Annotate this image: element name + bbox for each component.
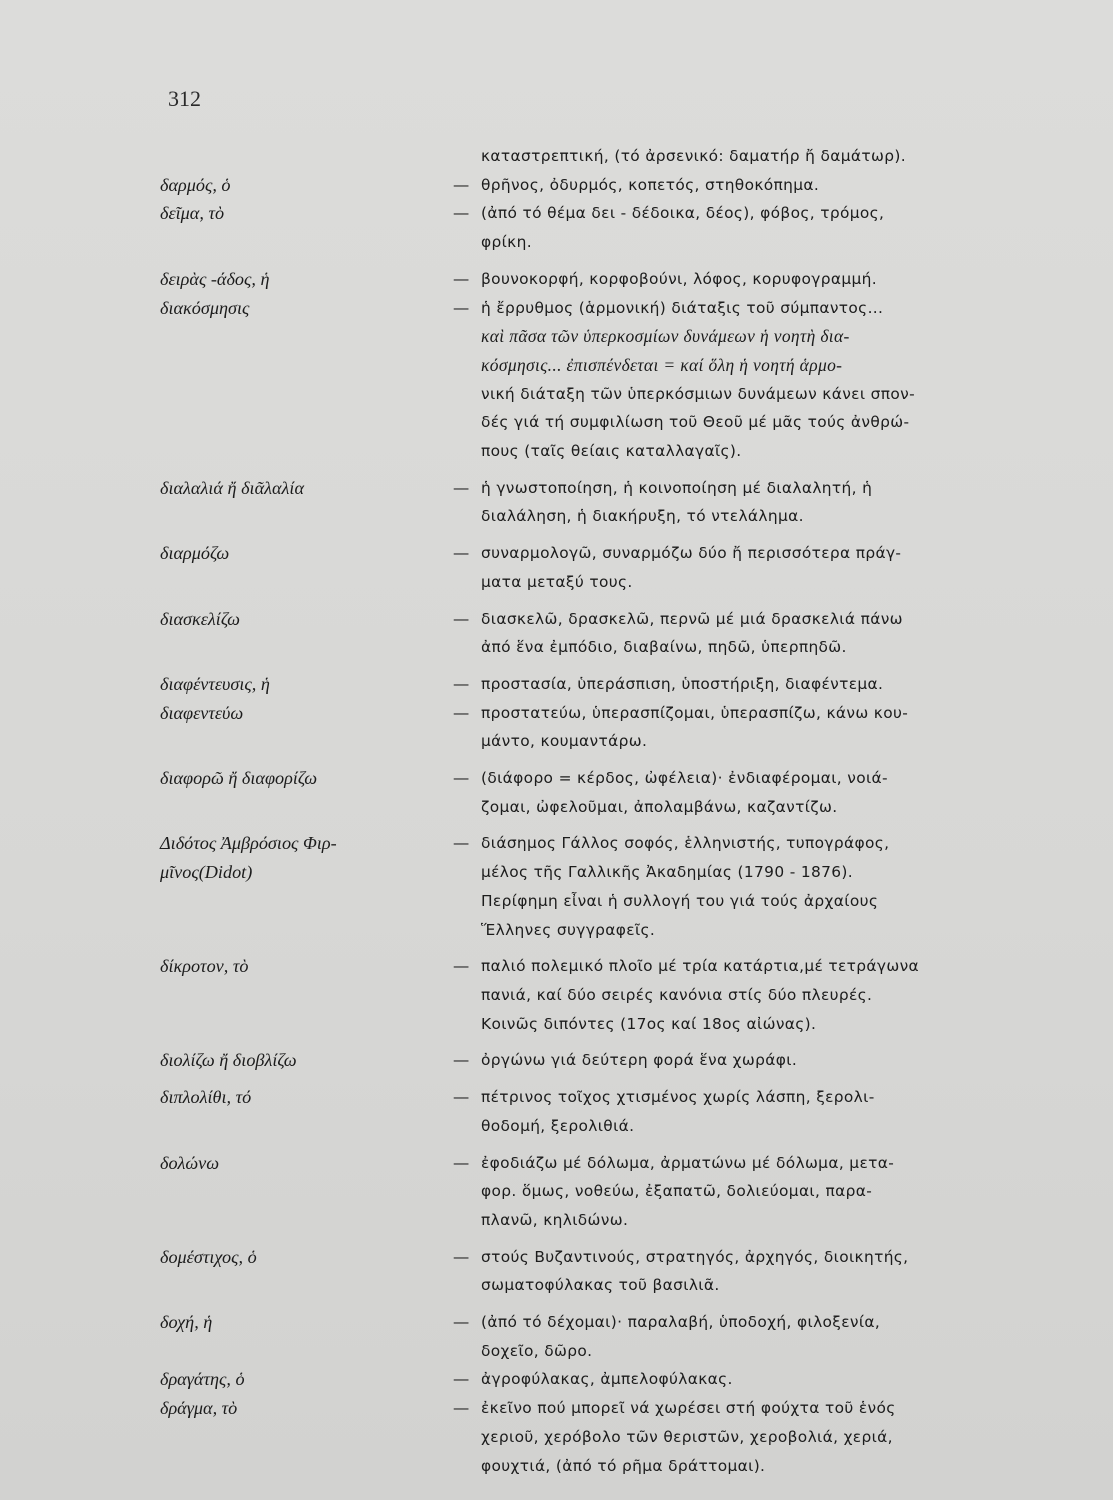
entry-headword: δολώνω: [160, 1152, 220, 1173]
definition-line: χεριοῦ, χερόβολο τῶν θεριστῶν, χεροβολιά, χεριά,: [481, 1427, 893, 1446]
glossary-entry: [160, 474, 1030, 531]
glossary-entry: [160, 294, 1030, 466]
entry-dash: —: [453, 1087, 470, 1107]
definition-line: προστατεύω, ὑπερασπίζομαι, ὑπερασπίζω, κάνω κου-: [481, 703, 909, 722]
definition-line: θοδομή, ξερολιθιά.: [481, 1116, 635, 1135]
definition-line: ζομαι, ὠφελοῦμαι, ἀπολαμβάνω, καζαντίζω.: [481, 797, 838, 816]
glossary-entry: [160, 829, 1030, 944]
entry-headword: δειρὰς -άδος, ἡ: [160, 268, 270, 289]
entry-dash: —: [453, 608, 470, 628]
entry-dash: —: [453, 1312, 470, 1332]
glossary-entry: [160, 699, 1030, 756]
definition-line: ὀργώνω γιά δεύτερη φορά ἕνα χωράφι.: [481, 1051, 798, 1070]
definition-line: ἐφοδιάζω μέ δόλωμα, ἀρματώνω μέ δόλωμα, μετα-: [481, 1153, 895, 1172]
definition-line: πανιά, καί δύο σειρές κανόνια στίς δύο πλευρές.: [481, 985, 873, 1004]
glossary-entry: [160, 171, 1030, 200]
glossary-entry: [160, 199, 1030, 256]
glossary-entry: [160, 1046, 1030, 1075]
definition-line: πέτρινος τοῖχος χτισμένος χωρίς λάσπη, ξερολι-: [481, 1088, 875, 1107]
entry-definition: [481, 539, 1030, 596]
entry-dash: —: [453, 702, 470, 722]
definition-line: διασκελῶ, δρασκελῶ, περνῶ μέ μιά δρασκελιά πάνω: [481, 609, 903, 628]
entry-dash: —: [453, 203, 470, 223]
entry-headword: Διδότος Ἀμβρόσιος Φιρ- μῖνος(Didot): [160, 833, 337, 883]
definition-line: νική διάταξη τῶν ὑπερκόσμιων δυνάμεων κάνει σπον-: [481, 384, 915, 403]
definition-line: πλανῶ, κηλιδώνω.: [481, 1210, 629, 1229]
entry-definition: [481, 1243, 1030, 1300]
page-number: 312: [168, 86, 201, 111]
entry-definition: [481, 171, 1030, 200]
entry-dash: —: [453, 768, 470, 788]
definition-line: θρῆνος, ὀδυρμός, κοπετός, στηθοκόπημα.: [481, 175, 820, 194]
entry-definition: [481, 1308, 1030, 1365]
entry-headword: διολίζω ἤ διοβλίζω: [160, 1050, 297, 1071]
entry-headword: διαφεντεύω: [160, 702, 244, 723]
definition-line: (διάφορο = κέρδος, ὠφέλεια)· ἐνδιαφέρομαι, νοιά-: [481, 769, 888, 788]
definition-line: μάντο, κουμαντάρω.: [481, 732, 648, 751]
entry-dash: —: [453, 1369, 470, 1389]
entry-headword: διαλαλιά ἤ διᾶλαλία: [160, 477, 305, 498]
entry-definition: [481, 294, 1030, 466]
entry-headword: διακόσμησις: [160, 297, 250, 318]
definition-line: ἀπό ἕνα ἐμπόδιο, διαβαίνω, πηδῶ, ὑπερπηδῶ.: [481, 638, 847, 657]
definition-line: διαλάληση, ἡ διακήρυξη, τό ντελάλημα.: [481, 507, 804, 526]
entry-headword: διπλολίθι, τό: [160, 1087, 252, 1108]
definition-line: διάσημος Γάλλος σοφός, ἑλληνιστής, τυπογράφος,: [481, 834, 890, 853]
entry-definition: [481, 605, 1030, 662]
entry-dash: —: [453, 1050, 470, 1070]
definition-line: παλιό πολεμικό πλοῖο μέ τρία κατάρτια,μέ τετράγωνα: [481, 957, 920, 976]
entry-definition: [481, 1149, 1030, 1235]
glossary-entry: [160, 1149, 1030, 1235]
glossary-entry: [160, 1365, 1030, 1394]
glossary-entry: [160, 670, 1030, 699]
definition-line: Περίφημη εἶναι ἡ συλλογή του γιά τούς ἀρχαίους: [481, 891, 879, 910]
entry-definition: [481, 764, 1030, 821]
definition-line: δές γιά τή συμφιλίωση τοῦ Θεοῦ μέ μᾶς τούς ἀνθρώ-: [481, 413, 910, 432]
entry-dash: —: [453, 1246, 470, 1266]
glossary-entry: [160, 265, 1030, 294]
definition-line: φρίκη.: [481, 233, 532, 252]
entry-dash: —: [453, 1152, 470, 1172]
definition-line: Κοινῶς διπόντες (17ος καί 18ος αἰώνας).: [481, 1014, 817, 1033]
definition-line: κόσμησις... ἐπισπένδεται = καί ὅλη ἡ νοητή ἁρμο-: [481, 354, 843, 375]
definition-line: ἡ ἔρρυθμος (ἁρμονική) διάταξις τοῦ σύμπαντος...: [481, 298, 884, 317]
entry-dash: —: [453, 174, 470, 194]
entry-definition: [481, 474, 1030, 531]
definition-line: συναρμολογῶ, συναρμόζω δύο ἤ περισσότερα πράγ-: [481, 544, 902, 563]
definition-line: (ἀπό τό δέχομαι)· παραλαβή, ὑποδοχή, φιλοξενία,: [481, 1313, 881, 1332]
entry-headword: δοχή, ἡ: [160, 1312, 213, 1333]
definition-line: δοχεῖο, δῶρο.: [481, 1341, 593, 1360]
definition-line: (ἀπό τό θέμα δει - δέδοικα, δέος), φόβος, τρόμος,: [481, 204, 885, 223]
entry-definition: [481, 829, 1030, 944]
entry-headword: διαρμόζω: [160, 543, 230, 564]
entry-headword: διαφορῶ ἤ διαφορίζω: [160, 768, 318, 789]
definition-line: στούς Βυζαντινούς, στρατηγός, ἀρχηγός, διοικητής,: [481, 1247, 909, 1266]
definition-line: Ἕλληνες συγγραφεῖς.: [481, 920, 656, 939]
glossary-entry: [160, 952, 1030, 1038]
entry-definition: [481, 1394, 1030, 1480]
entry-headword: δεῖμα, τὸ: [160, 203, 225, 224]
entry-dash: —: [453, 543, 470, 563]
definition-line: καὶ πᾶσα τῶν ὑπερκοσμίων δυνάμεων ἡ νοητὴ δια-: [481, 326, 850, 347]
definition-line: καταστρεπτική, (τό ἀρσενικό: δαματήρ ἤ δαμάτωρ).: [481, 147, 906, 165]
entry-dash: —: [453, 477, 470, 497]
entry-dash: —: [453, 268, 470, 288]
definition-line: φορ. ὅμως, νοθεύω, ἐξαπατῶ, δολιεύομαι, παρα-: [481, 1182, 873, 1201]
glossary-entry: [160, 605, 1030, 662]
entry-headword: δίκροτον, τὸ: [160, 956, 249, 977]
entry-dash: —: [453, 673, 470, 693]
glossary-entry: [160, 764, 1030, 821]
entry-definition: [481, 1083, 1030, 1140]
definition-line: ἡ γνωστοποίηση, ἡ κοινοποίηση μέ διαλαλητή, ἡ: [481, 478, 873, 497]
glossary-entries: [160, 142, 1030, 1480]
glossary-entry: [160, 539, 1030, 596]
definition-line: πους (ταῖς θείαις καταλλαγαῖς).: [481, 442, 742, 461]
glossary-entry: [160, 142, 1030, 171]
definition-line: ἀγροφύλακας, ἀμπελοφύλακας.: [481, 1370, 733, 1389]
definition-line: σωματοφύλακας τοῦ βασιλιᾶ.: [481, 1276, 720, 1295]
glossary-entry: [160, 1083, 1030, 1140]
entry-dash: —: [453, 297, 470, 317]
entry-dash: —: [453, 1398, 470, 1418]
entry-definition: [481, 199, 1030, 256]
definition-line: βουνοκορφή, κορφοβούνι, λόφος, κορυφογραμμή.: [481, 269, 877, 288]
entry-headword: δραγάτης, ὁ: [160, 1369, 245, 1390]
entry-headword: δράγμα, τὸ: [160, 1398, 238, 1419]
entry-headword: δομέστιχος, ὁ: [160, 1246, 257, 1267]
entry-definition: [481, 699, 1030, 756]
entry-definition: [481, 265, 1030, 294]
definition-line: μέλος τῆς Γαλλικῆς Ἀκαδημίας (1790 - 1876).: [481, 863, 854, 882]
entry-headword: διασκελίζω: [160, 608, 241, 629]
definition-line: ἐκεῖνο πού μπορεῖ νά χωρέσει στή φούχτα τοῦ ἑνός: [481, 1399, 896, 1418]
entry-dash: —: [453, 833, 470, 853]
entry-definition: [481, 1365, 1030, 1394]
entry-definition: [481, 952, 1030, 1038]
entry-definition: [481, 1046, 1030, 1075]
definition-line: ματα μεταξύ τους.: [481, 572, 633, 591]
glossary-entry: [160, 1394, 1030, 1480]
entry-dash: —: [453, 956, 470, 976]
entry-headword: διαφέντευσις, ἡ: [160, 673, 270, 694]
entry-definition: [481, 670, 1030, 699]
glossary-entry: [160, 1308, 1030, 1365]
glossary-entry: [160, 1243, 1030, 1300]
definition-line: φουχτιά, (ἀπό τό ρῆμα δράττομαι).: [481, 1456, 766, 1475]
entry-definition: [481, 142, 1030, 171]
definition-line: προστασία, ὑπεράσπιση, ὑποστήριξη, διαφέντεμα.: [481, 674, 884, 693]
entry-headword: δαρμός, ὁ: [160, 174, 231, 195]
